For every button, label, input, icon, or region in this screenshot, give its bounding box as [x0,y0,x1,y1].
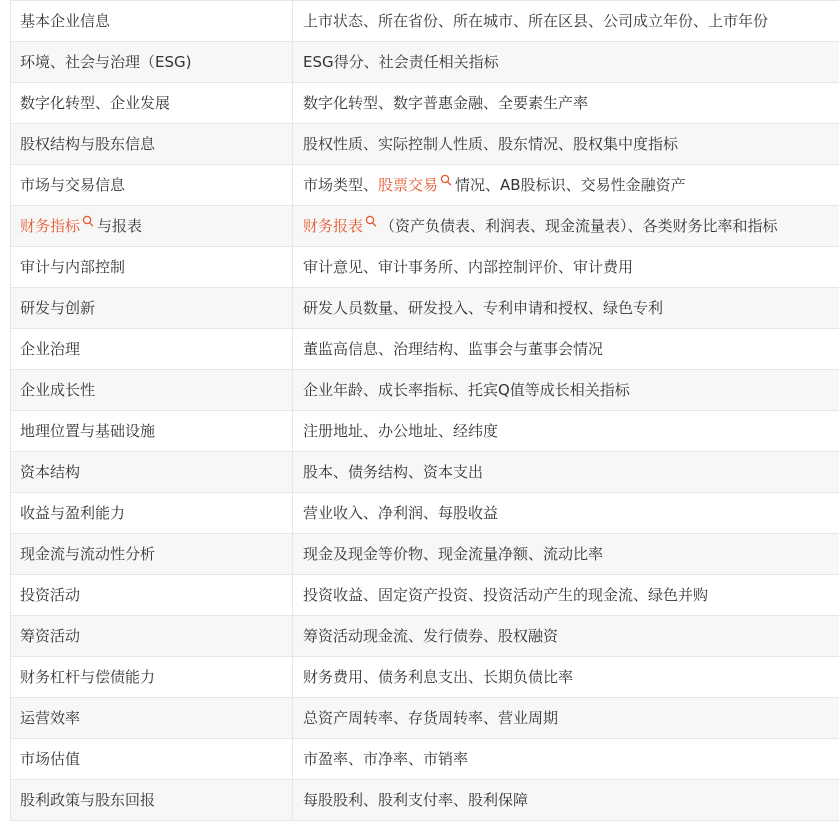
fields-cell: 董监高信息、治理结构、监事会与董事会情况 [303,340,604,358]
fields-cell: 股本、债务结构、资本支出 [303,463,484,481]
table-row [11,124,839,165]
category-cell: 投资活动 [11,575,293,615]
fields-cell: 市盈率、市净率、市销率 [303,750,469,768]
category-cell: 财务指标 与报表 [11,206,293,246]
table-row [11,42,839,83]
search-icon[interactable] [440,174,452,188]
table-row [11,370,839,411]
fields-cell: 上市状态、所在省份、所在城市、所在区县、公司成立年份、上市年份 [303,12,769,30]
table-row [11,165,839,206]
fields-cell: 股权性质、实际控制人性质、股东情况、股权集中度指标 [303,135,679,153]
table-row [11,657,839,698]
search-icon[interactable] [365,215,377,229]
fields-cell: 筹资活动现金流、发行债券、股权融资 [303,627,559,645]
category-cell: 市场估值 [11,739,293,779]
fields-cell: 财务费用、债务利息支出、长期负债比率 [303,668,574,686]
financial-indicators-link[interactable]: 财务指标 [20,217,81,235]
table-row [11,739,839,780]
category-cell: 股权结构与股东信息 [11,124,293,164]
fields-cell: ESG得分、社会责任相关指标 [303,53,499,71]
category-cell: 地理位置与基础设施 [11,411,293,451]
category-cell: 审计与内部控制 [11,247,293,287]
table-row [11,288,839,329]
table-row [11,411,839,452]
search-icon[interactable] [82,215,94,229]
fields-cell: 企业年龄、成长率指标、托宾Q值等成长相关指标 [303,381,630,399]
category-cell: 企业治理 [11,329,293,369]
data-category-table [10,0,839,821]
table-row [11,452,839,493]
fields-cell: 总资产周转率、存货周转率、营业周期 [303,709,559,727]
table-row [11,575,839,616]
table-row [11,83,839,124]
fields-cell: 市场类型、 股票交易 情况、AB股标识、交易性金融资产 [293,165,839,205]
category-cell: 财务杠杆与偿债能力 [11,657,293,697]
category-cell: 数字化转型、企业发展 [11,83,293,123]
table-row [11,780,839,821]
stock-trading-link[interactable]: 股票交易 [378,176,439,194]
fields-cell: 数字化转型、数字普惠金融、全要素生产率 [303,94,589,112]
fields-cell: 注册地址、办公地址、经纬度 [303,422,499,440]
category-cell: 资本结构 [11,452,293,492]
fields-cell: 营业收入、净利润、每股收益 [303,504,499,522]
category-cell: 环境、社会与治理（ESG) [11,42,293,82]
table-row [11,698,839,739]
fields-cell: 审计意见、审计事务所、内部控制评价、审计费用 [303,258,634,276]
fields-cell: 研发人员数量、研发投入、专利申请和授权、绿色专利 [303,299,664,317]
category-cell: 基本企业信息 [11,1,293,41]
table-row [11,1,839,42]
table-row [11,493,839,534]
category-cell: 运营效率 [11,698,293,738]
category-cell: 研发与创新 [11,288,293,328]
table-row [11,206,839,247]
fields-cell: 财务报表 （资产负债表、利润表、现金流量表）、各类财务比率和指标 [293,206,839,246]
fields-cell: 现金及现金等价物、现金流量净额、流动比率 [303,545,604,563]
table-row [11,329,839,370]
category-cell: 现金流与流动性分析 [11,534,293,574]
table-row [11,616,839,657]
table-row [11,247,839,288]
fields-cell: 投资收益、固定资产投资、投资活动产生的现金流、绿色并购 [303,586,709,604]
fields-cell: 每股股利、股利支付率、股利保障 [303,791,529,809]
category-cell: 市场与交易信息 [11,165,293,205]
category-cell: 股利政策与股东回报 [11,780,293,820]
table-row [11,534,839,575]
category-cell: 收益与盈利能力 [11,493,293,533]
category-cell: 筹资活动 [11,616,293,656]
category-cell: 企业成长性 [11,370,293,410]
financial-statements-link[interactable]: 财务报表 [303,217,364,235]
